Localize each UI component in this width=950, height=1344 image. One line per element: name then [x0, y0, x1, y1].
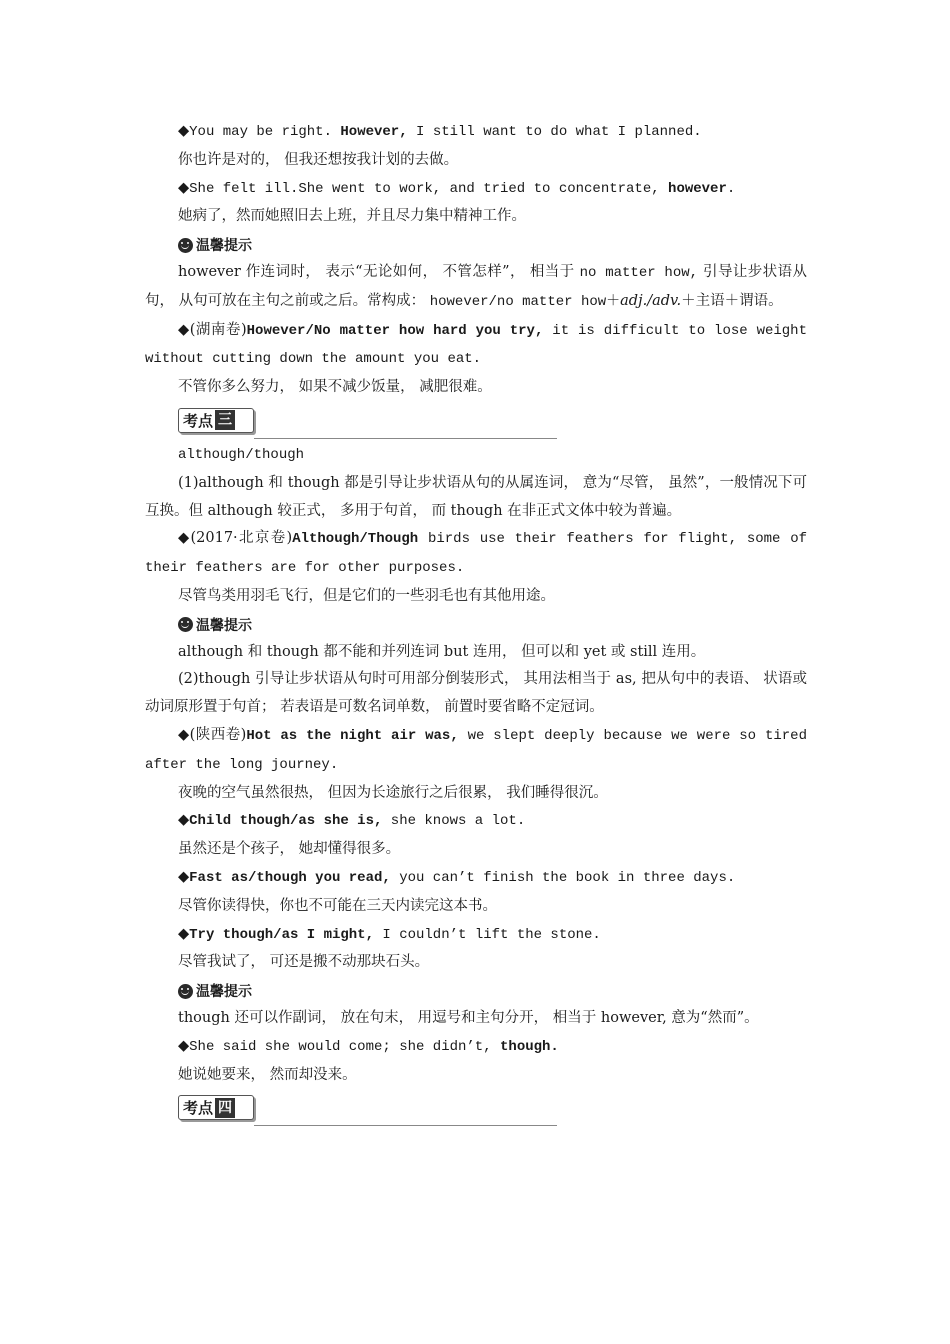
tip-heading: 温馨提示 [145, 977, 807, 1005]
divider [254, 438, 557, 439]
example-sentence: ◆(2017·北京卷)Although/Though birds use their feathers for flight, some of their feathers are for other purposes. [145, 530, 808, 577]
example-sentence: ◆Try though/as I might, I couldn’t lift the stone. [178, 925, 601, 943]
explanation: (2)though 引导让步状语从句时可用部分倒装形式， 其用法相当于 as, 把从句中的表语、 状语或动词原形置于句首； 若表语是可数名词单数， 前置时要省略不定冠词。 [145, 671, 807, 716]
translation: 虽然还是个孩子， 她却懂得很多。 [178, 841, 401, 858]
kaodian-3-heading: 考点 三 [178, 402, 807, 442]
tip-text: although 和 though 都不能和并列连词 but 连用， 但可以和 yet 或 still 连用。 [178, 643, 706, 660]
example-sentence: ◆You may be right. However, I still want to do what I planned. [178, 123, 702, 140]
translation: 她说她要来， 然而却没来。 [178, 1066, 357, 1083]
translation: 夜晚的空气虽然很热， 但因为长途旅行之后很累， 我们睡得很沉。 [178, 784, 608, 801]
smile-icon [178, 617, 193, 632]
diamond-icon: ◆ [178, 726, 190, 743]
tip-text: however 作连词时， 表示“无论如何， 不管怎样”， 相当于 no matter how, 引导让步状语从句， 从句可放在主句之前或之后。常构成： however/no matter how＋adj./adv.＋主语＋谓语。 [145, 263, 807, 310]
diamond-icon: ◆ [178, 123, 190, 139]
tip-heading: 温馨提示 [145, 611, 807, 639]
translation: 尽管鸟类用羽毛飞行，但是它们的一些羽毛也有其他用途。 [178, 587, 555, 604]
example-sentence: ◆Fast as/though you read, you can’t finish the book in three days. [178, 868, 736, 886]
smile-icon [178, 238, 193, 253]
diamond-icon: ◆ [178, 321, 190, 338]
example-sentence: ◆She felt ill.She went to work, and tried to concentrate, however. [178, 179, 736, 197]
diamond-icon: ◆ [178, 179, 190, 196]
tip-text: though 还可以作副词， 放在句末， 用逗号和主句分开， 相当于 however, 意为“然而”。 [178, 1009, 759, 1026]
example-sentence: ◆(陕西卷)Hot as the night air was, we slept deeply because we were so tired after the long journey. [145, 726, 807, 773]
translation: 尽管你读得快，你也不可能在三天内读完这本书。 [178, 897, 497, 914]
diamond-icon: ◆ [178, 925, 190, 942]
divider [254, 1125, 557, 1126]
diamond-icon: ◆ [178, 1037, 190, 1054]
example-sentence: ◆(湖南卷)However/No matter how hard you try, it is difficult to lose weight without cutting down the amount you eat. [145, 321, 807, 368]
translation: 你也许是对的， 但我还想按我计划的去做。 [178, 151, 459, 168]
explanation: (1)although 和 though 都是引导让步状语从句的从属连词， 意为“尽管， 虽然”，一般情况下可互换。但 although 较正式， 多用于句首， 而 though 在非正式文体中较为普遍。 [145, 474, 807, 519]
diamond-icon: ◆ [178, 812, 190, 829]
document-page [145, 118, 807, 1129]
diamond-icon: ◆ [178, 868, 190, 885]
translation: 她病了，然而她照旧去上班，并且尽力集中精神工作。 [178, 208, 526, 225]
translation: 不管你多么努力， 如果不减少饭量， 减肥很难。 [178, 379, 492, 396]
smile-icon [178, 984, 193, 999]
translation: 尽管我试了， 可还是搬不动那块石头。 [178, 954, 430, 971]
kaodian-4-heading: 考点 四 [178, 1089, 807, 1129]
tip-heading: 温馨提示 [145, 231, 807, 259]
section-title: although/though [178, 446, 305, 463]
example-sentence: ◆She said she would come; she didn’t, though. [178, 1037, 559, 1055]
example-sentence: ◆Child though/as she is, she knows a lot. [178, 812, 526, 830]
diamond-icon: ◆ [178, 530, 191, 547]
